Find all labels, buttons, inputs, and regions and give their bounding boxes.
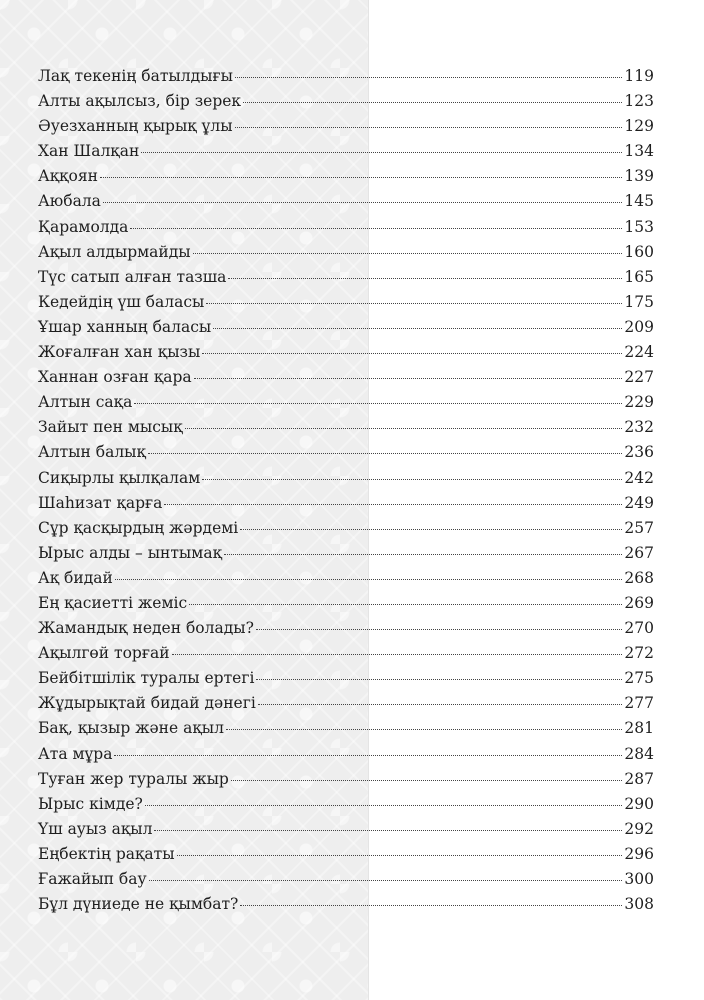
toc-entry-page: 272 bbox=[624, 644, 654, 663]
toc-entry-page: 145 bbox=[624, 192, 654, 211]
toc-entry[interactable] bbox=[38, 240, 654, 265]
toc-entry-page: 227 bbox=[624, 368, 654, 387]
toc-entry[interactable] bbox=[38, 340, 654, 365]
toc-dot-leader bbox=[240, 529, 622, 530]
toc-entry[interactable] bbox=[38, 767, 654, 792]
toc-dot-leader bbox=[193, 253, 623, 254]
toc-entry[interactable] bbox=[38, 666, 654, 691]
toc-entry-title: Аюбала bbox=[38, 192, 101, 211]
toc-dot-leader bbox=[145, 805, 623, 806]
toc-dot-leader bbox=[134, 403, 622, 404]
toc-entry-title: Алтын сақа bbox=[38, 393, 133, 412]
toc-dot-leader bbox=[228, 278, 622, 279]
toc-entry-page: 300 bbox=[624, 870, 654, 888]
toc-entry-page: 267 bbox=[624, 543, 654, 562]
toc-entry-page: 232 bbox=[624, 418, 654, 437]
toc-entry-title: Алты ақылсыз, бір зерек bbox=[38, 92, 242, 111]
toc-entry-title: Ханнан озған қара bbox=[38, 368, 192, 387]
toc-entry-title: Үш ауыз ақыл bbox=[38, 819, 153, 838]
toc-entry[interactable] bbox=[38, 265, 654, 290]
toc-entry-page: 209 bbox=[624, 317, 654, 336]
toc-dot-leader bbox=[243, 102, 622, 103]
toc-entry-title: Бақ, қызыр және ақыл bbox=[38, 719, 224, 738]
toc-entry-page: 153 bbox=[624, 217, 654, 236]
toc-entry[interactable] bbox=[38, 842, 654, 867]
toc-entry-title: Шаһизат қарға bbox=[38, 493, 163, 512]
toc-entry-title: Ақылгөй торғай bbox=[38, 644, 170, 663]
table-of-contents bbox=[38, 64, 654, 917]
toc-entry-title: Түс сатып алған тазша bbox=[38, 267, 227, 286]
toc-entry-title: Сиқырлы қылқалам bbox=[38, 468, 201, 487]
toc-dot-leader bbox=[231, 780, 623, 781]
toc-dot-leader bbox=[103, 202, 623, 203]
toc-dot-leader bbox=[202, 479, 622, 480]
toc-entry-page: 236 bbox=[624, 443, 654, 462]
toc-entry-title: Жамандық неден болады? bbox=[38, 619, 254, 638]
toc-entry-title: Ата мұра bbox=[38, 744, 113, 763]
toc-dot-leader bbox=[240, 905, 622, 906]
toc-entry-page: 242 bbox=[624, 468, 654, 487]
toc-dot-leader bbox=[206, 303, 622, 304]
toc-entry-title: Ырыс кімде? bbox=[38, 794, 143, 813]
toc-entry[interactable] bbox=[38, 742, 654, 767]
toc-dot-leader bbox=[235, 127, 623, 128]
toc-dot-leader bbox=[235, 77, 622, 78]
toc-entry[interactable] bbox=[38, 164, 654, 189]
toc-entry-title: Ақыл алдырмайды bbox=[38, 242, 191, 261]
toc-dot-leader bbox=[224, 554, 622, 555]
toc-entry-title: Кедейдің үш баласы bbox=[38, 292, 205, 311]
toc-entry[interactable] bbox=[38, 415, 654, 440]
toc-dot-leader bbox=[256, 629, 623, 630]
toc-dot-leader bbox=[141, 152, 622, 153]
toc-entry-page: 119 bbox=[624, 67, 654, 85]
toc-entry-title: Еңбектің рақаты bbox=[38, 844, 175, 863]
toc-entry[interactable] bbox=[38, 189, 654, 214]
toc-entry-page: 134 bbox=[624, 142, 654, 161]
toc-entry-page: 160 bbox=[624, 242, 654, 261]
toc-dot-leader bbox=[154, 830, 622, 831]
toc-entry-page: 296 bbox=[624, 844, 654, 863]
toc-entry-title: Әуезханның қырық ұлы bbox=[38, 117, 233, 136]
toc-dot-leader bbox=[100, 177, 622, 178]
toc-dot-leader bbox=[130, 228, 622, 229]
toc-entry-page: 268 bbox=[624, 568, 654, 587]
toc-entry[interactable] bbox=[38, 491, 654, 516]
toc-entry-title: Аққоян bbox=[38, 167, 98, 186]
toc-dot-leader bbox=[194, 378, 623, 379]
toc-entry-page: 229 bbox=[624, 393, 654, 412]
toc-entry[interactable] bbox=[38, 139, 654, 164]
toc-entry[interactable] bbox=[38, 892, 654, 917]
toc-entry-title: Ақ бидай bbox=[38, 568, 113, 587]
toc-entry[interactable] bbox=[38, 591, 654, 616]
toc-entry-page: 270 bbox=[624, 619, 654, 638]
toc-dot-leader bbox=[172, 654, 623, 655]
toc-entry-page: 277 bbox=[624, 694, 654, 713]
toc-entry[interactable] bbox=[38, 516, 654, 541]
toc-entry-title: Ұшар ханның баласы bbox=[38, 317, 212, 336]
toc-dot-leader bbox=[148, 453, 623, 454]
toc-entry[interactable] bbox=[38, 114, 654, 139]
toc-entry[interactable] bbox=[38, 290, 654, 315]
toc-entry-title: Бейбітшілік туралы ертегі bbox=[38, 669, 255, 688]
toc-dot-leader bbox=[213, 328, 622, 329]
toc-entry-page: 165 bbox=[624, 267, 654, 286]
toc-entry-title: Ырыс алды – ынтымақ bbox=[38, 543, 222, 562]
toc-entry-page: 287 bbox=[624, 769, 654, 788]
toc-dot-leader bbox=[177, 855, 623, 856]
toc-entry[interactable] bbox=[38, 466, 654, 491]
toc-entry-page: 249 bbox=[624, 493, 654, 512]
toc-entry-title: Қарамолда bbox=[38, 217, 129, 236]
toc-entry-page: 123 bbox=[624, 92, 654, 111]
toc-entry-title: Туған жер туралы жыр bbox=[38, 769, 229, 788]
toc-entry-page: 292 bbox=[624, 819, 654, 838]
toc-entry-title: Ғажайып бау bbox=[38, 870, 147, 888]
toc-dot-leader bbox=[256, 679, 622, 680]
toc-entry[interactable] bbox=[38, 817, 654, 842]
toc-entry-page: 129 bbox=[624, 117, 654, 136]
toc-entry-page: 224 bbox=[624, 343, 654, 362]
toc-entry[interactable] bbox=[38, 440, 654, 465]
toc-entry[interactable] bbox=[38, 792, 654, 817]
toc-entry-title: Хан Шалқан bbox=[38, 142, 140, 161]
toc-entry-page: 175 bbox=[624, 292, 654, 311]
toc-entry-title: Зайыт пен мысық bbox=[38, 418, 183, 437]
toc-entry[interactable] bbox=[38, 89, 654, 114]
toc-entry[interactable] bbox=[38, 616, 654, 641]
toc-dot-leader bbox=[164, 504, 622, 505]
toc-entry-title: Сұр қасқырдың жәрдемі bbox=[38, 518, 239, 537]
toc-dot-leader bbox=[114, 755, 622, 756]
toc-entry-page: 308 bbox=[624, 895, 654, 914]
toc-entry-page: 284 bbox=[624, 744, 654, 763]
toc-entry-title: Жұдырықтай бидай дәнегі bbox=[38, 694, 256, 713]
toc-entry-title: Лақ текенің батылдығы bbox=[38, 67, 233, 85]
toc-entry-page: 257 bbox=[624, 518, 654, 537]
toc-entry[interactable] bbox=[38, 566, 654, 591]
toc-dot-leader bbox=[185, 428, 623, 429]
toc-dot-leader bbox=[226, 729, 622, 730]
toc-entry-title: Бұл дүниеде не қымбат? bbox=[38, 895, 239, 914]
toc-dot-leader bbox=[149, 880, 623, 881]
toc-dot-leader bbox=[115, 579, 623, 580]
toc-entry[interactable] bbox=[38, 691, 654, 716]
toc-entry[interactable] bbox=[38, 365, 654, 390]
toc-entry[interactable] bbox=[38, 315, 654, 340]
toc-entry[interactable] bbox=[38, 867, 654, 892]
toc-entry[interactable] bbox=[38, 215, 654, 240]
toc-entry[interactable] bbox=[38, 716, 654, 741]
toc-entry[interactable] bbox=[38, 64, 654, 89]
toc-entry-page: 269 bbox=[624, 593, 654, 612]
toc-entry-page: 275 bbox=[624, 669, 654, 688]
toc-dot-leader bbox=[189, 604, 622, 605]
toc-dot-leader bbox=[258, 704, 623, 705]
toc-entry-title: Ең қасиетті жеміс bbox=[38, 593, 188, 612]
toc-entry-title: Алтын балық bbox=[38, 443, 146, 462]
toc-entry-page: 290 bbox=[624, 794, 654, 813]
toc-entry[interactable] bbox=[38, 390, 654, 415]
toc-entry[interactable] bbox=[38, 641, 654, 666]
toc-entry-page: 281 bbox=[624, 719, 654, 738]
toc-entry-title: Жоғалған хан қызы bbox=[38, 343, 201, 362]
toc-entry-page: 139 bbox=[624, 167, 654, 186]
toc-dot-leader bbox=[202, 353, 622, 354]
toc-entry[interactable] bbox=[38, 541, 654, 566]
